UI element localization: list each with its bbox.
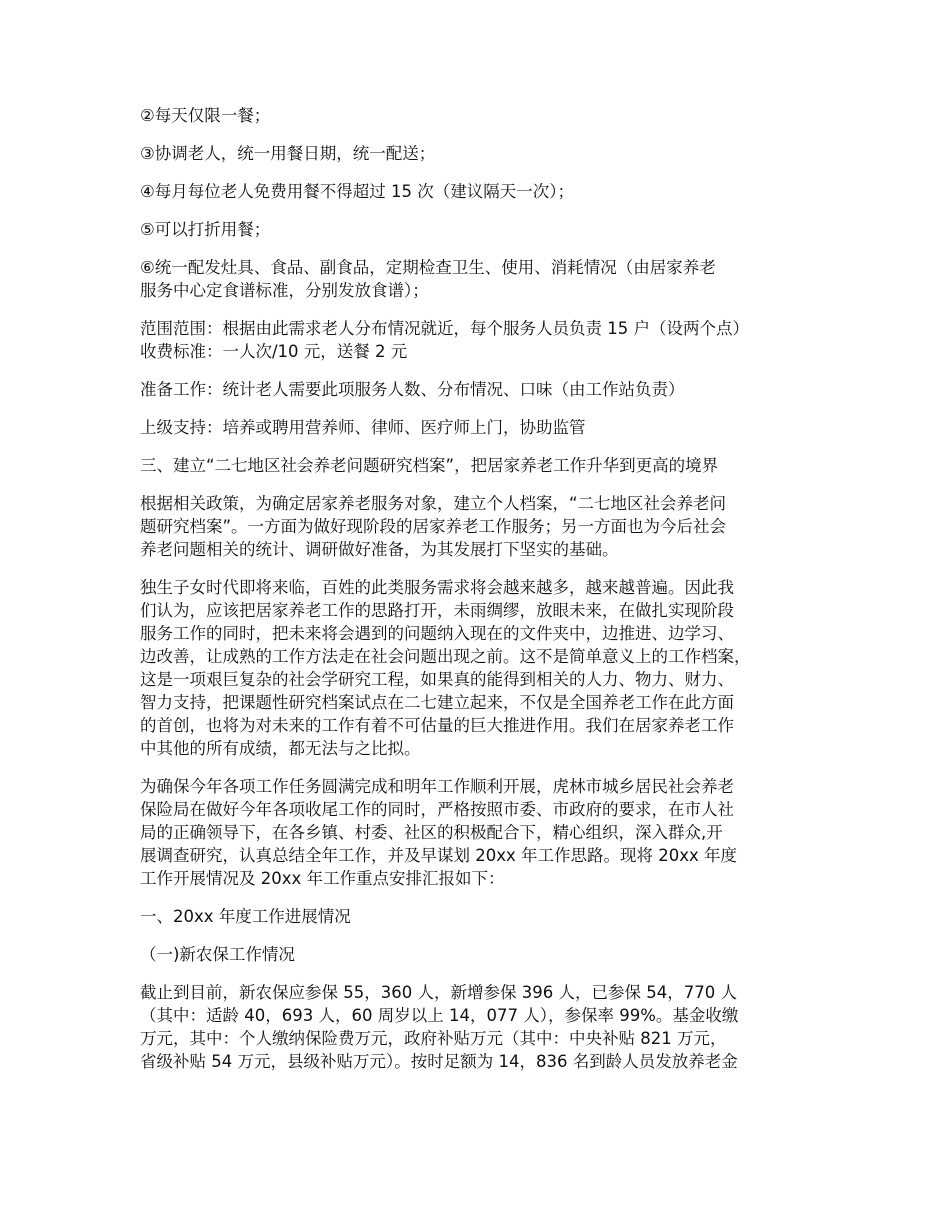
text-line: 这是一项艰巨复杂的社会学研究工程，如果真的能得到相关的人力、物力、财力、 bbox=[140, 670, 734, 689]
paragraph bbox=[140, 142, 830, 165]
paragraph bbox=[140, 256, 830, 302]
text-line: 工作开展情况及 20xx 年工作重点安排汇报如下： bbox=[140, 869, 505, 888]
paragraph bbox=[140, 492, 830, 561]
paragraph bbox=[140, 218, 830, 241]
paragraph bbox=[140, 454, 830, 477]
text-line: 服务中心定食谱标准，分别发放食谱）； bbox=[140, 281, 429, 300]
text-line: 们认为，应该把居家养老工作的思路打开，未雨绸缪，放眼未来，在做扎实现阶段 bbox=[140, 601, 734, 620]
text-line: ⑥统一配发灶具、食品、副食品，定期检查卫生、使用、消耗情况（由居家养老 bbox=[140, 258, 716, 277]
text-line: 智力支持，把课题性研究档案试点在二七建立起来，不仅是全国养老工作在此方面 bbox=[140, 693, 734, 712]
text-line: 题研究档案”。一方面为做好现阶段的居家养老工作服务；另一方面也为今后社会 bbox=[140, 517, 727, 536]
text-line: 展调查研究，认真总结全年工作，并及早谋划 20xx 年工作思路。现将 20xx 年度 bbox=[140, 846, 738, 865]
paragraph bbox=[140, 317, 830, 363]
paragraph bbox=[140, 905, 830, 928]
text-line: ②每天仅限一餐； bbox=[140, 106, 271, 125]
text-line: 上级支持：培养或聘用营养师、律师、医疗师上门，协助监管 bbox=[140, 418, 586, 437]
text-line: 准备工作：统计老人需要此项服务人数、分布情况、口味（由工作站负责） bbox=[140, 380, 685, 399]
text-line: 中其他的所有成绩，都无法与之比拟。 bbox=[140, 739, 421, 758]
paragraph bbox=[140, 775, 830, 890]
text-line: 局的正确领导下，在各乡镇、村委、社区的积极配合下，精心组织，深入群众,开 bbox=[140, 823, 723, 842]
paragraph bbox=[140, 378, 830, 401]
text-line: ⑤可以打折用餐； bbox=[140, 220, 271, 239]
document-page bbox=[140, 104, 830, 1088]
text-line: ③协调老人，统一用餐日期，统一配送； bbox=[140, 144, 436, 163]
paragraph bbox=[140, 943, 830, 966]
text-line: 养老问题相关的统计、调研做好准备，为其发展打下坚实的基础。 bbox=[140, 540, 619, 559]
text-line: 的首创，也将为对未来的工作有着不可估量的巨大推进作用。我们在居家养老工作 bbox=[140, 716, 734, 735]
paragraph bbox=[140, 981, 830, 1073]
text-line: 服务工作的同时，把未来将会遇到的问题纳入现在的文件夹中，边推进、边学习、 bbox=[140, 624, 734, 643]
text-line: （其中：适龄 40，693 人，60 周岁以上 14，077 人），参保率 99%。基金收缴 bbox=[140, 1006, 739, 1025]
paragraph bbox=[140, 416, 830, 439]
text-line: 独生子女时代即将来临，百姓的此类服务需求将会越来越多，越来越普遍。因此我 bbox=[140, 578, 734, 597]
text-line: 截止到目前，新农保应参保 55，360 人，新增参保 396 人，已参保 54，770 人 bbox=[140, 983, 737, 1002]
text-line: 万元，其中：个人缴纳保险费万元，政府补贴万元（其中：中央补贴 821 万元， bbox=[140, 1029, 727, 1048]
text-line: 三、建立“二七地区社会养老问题研究档案”，把居家养老工作升华到更高的境界 bbox=[140, 456, 719, 475]
text-line: 边改善，让成熟的工作方法走在社会问题出现之前。这不是简单意义上的工作档案， bbox=[140, 647, 751, 666]
text-line: 收费标准：一人次/10 元，送餐 2 元 bbox=[140, 342, 408, 361]
text-line: 保险局在做好今年各项收尾工作的同时，严格按照市委、市政府的要求，在市人社 bbox=[140, 800, 734, 819]
text-line: 范围范围：根据由此需求老人分布情况就近，每个服务人员负责 15 户（设两个点） bbox=[140, 319, 749, 338]
text-line: 根据相关政策，为确定居家养老服务对象，建立个人档案，“二七地区社会养老问 bbox=[140, 494, 727, 513]
text-line: （一)新农保工作情况 bbox=[140, 945, 295, 964]
paragraph bbox=[140, 180, 830, 203]
text-line: ④每月每位老人免费用餐不得超过 15 次（建议隔天一次）； bbox=[140, 182, 575, 201]
paragraph bbox=[140, 104, 830, 127]
text-line: 为确保今年各项工作任务圆满完成和明年工作顺利开展，虎林市城乡居民社会养老 bbox=[140, 777, 734, 796]
text-line: 一、20xx 年度工作进展情况 bbox=[140, 907, 351, 926]
text-line: 省级补贴 54 万元，县级补贴万元）。按时足额为 14，836 名到龄人员发放养老金 bbox=[140, 1052, 738, 1071]
paragraph bbox=[140, 576, 830, 760]
